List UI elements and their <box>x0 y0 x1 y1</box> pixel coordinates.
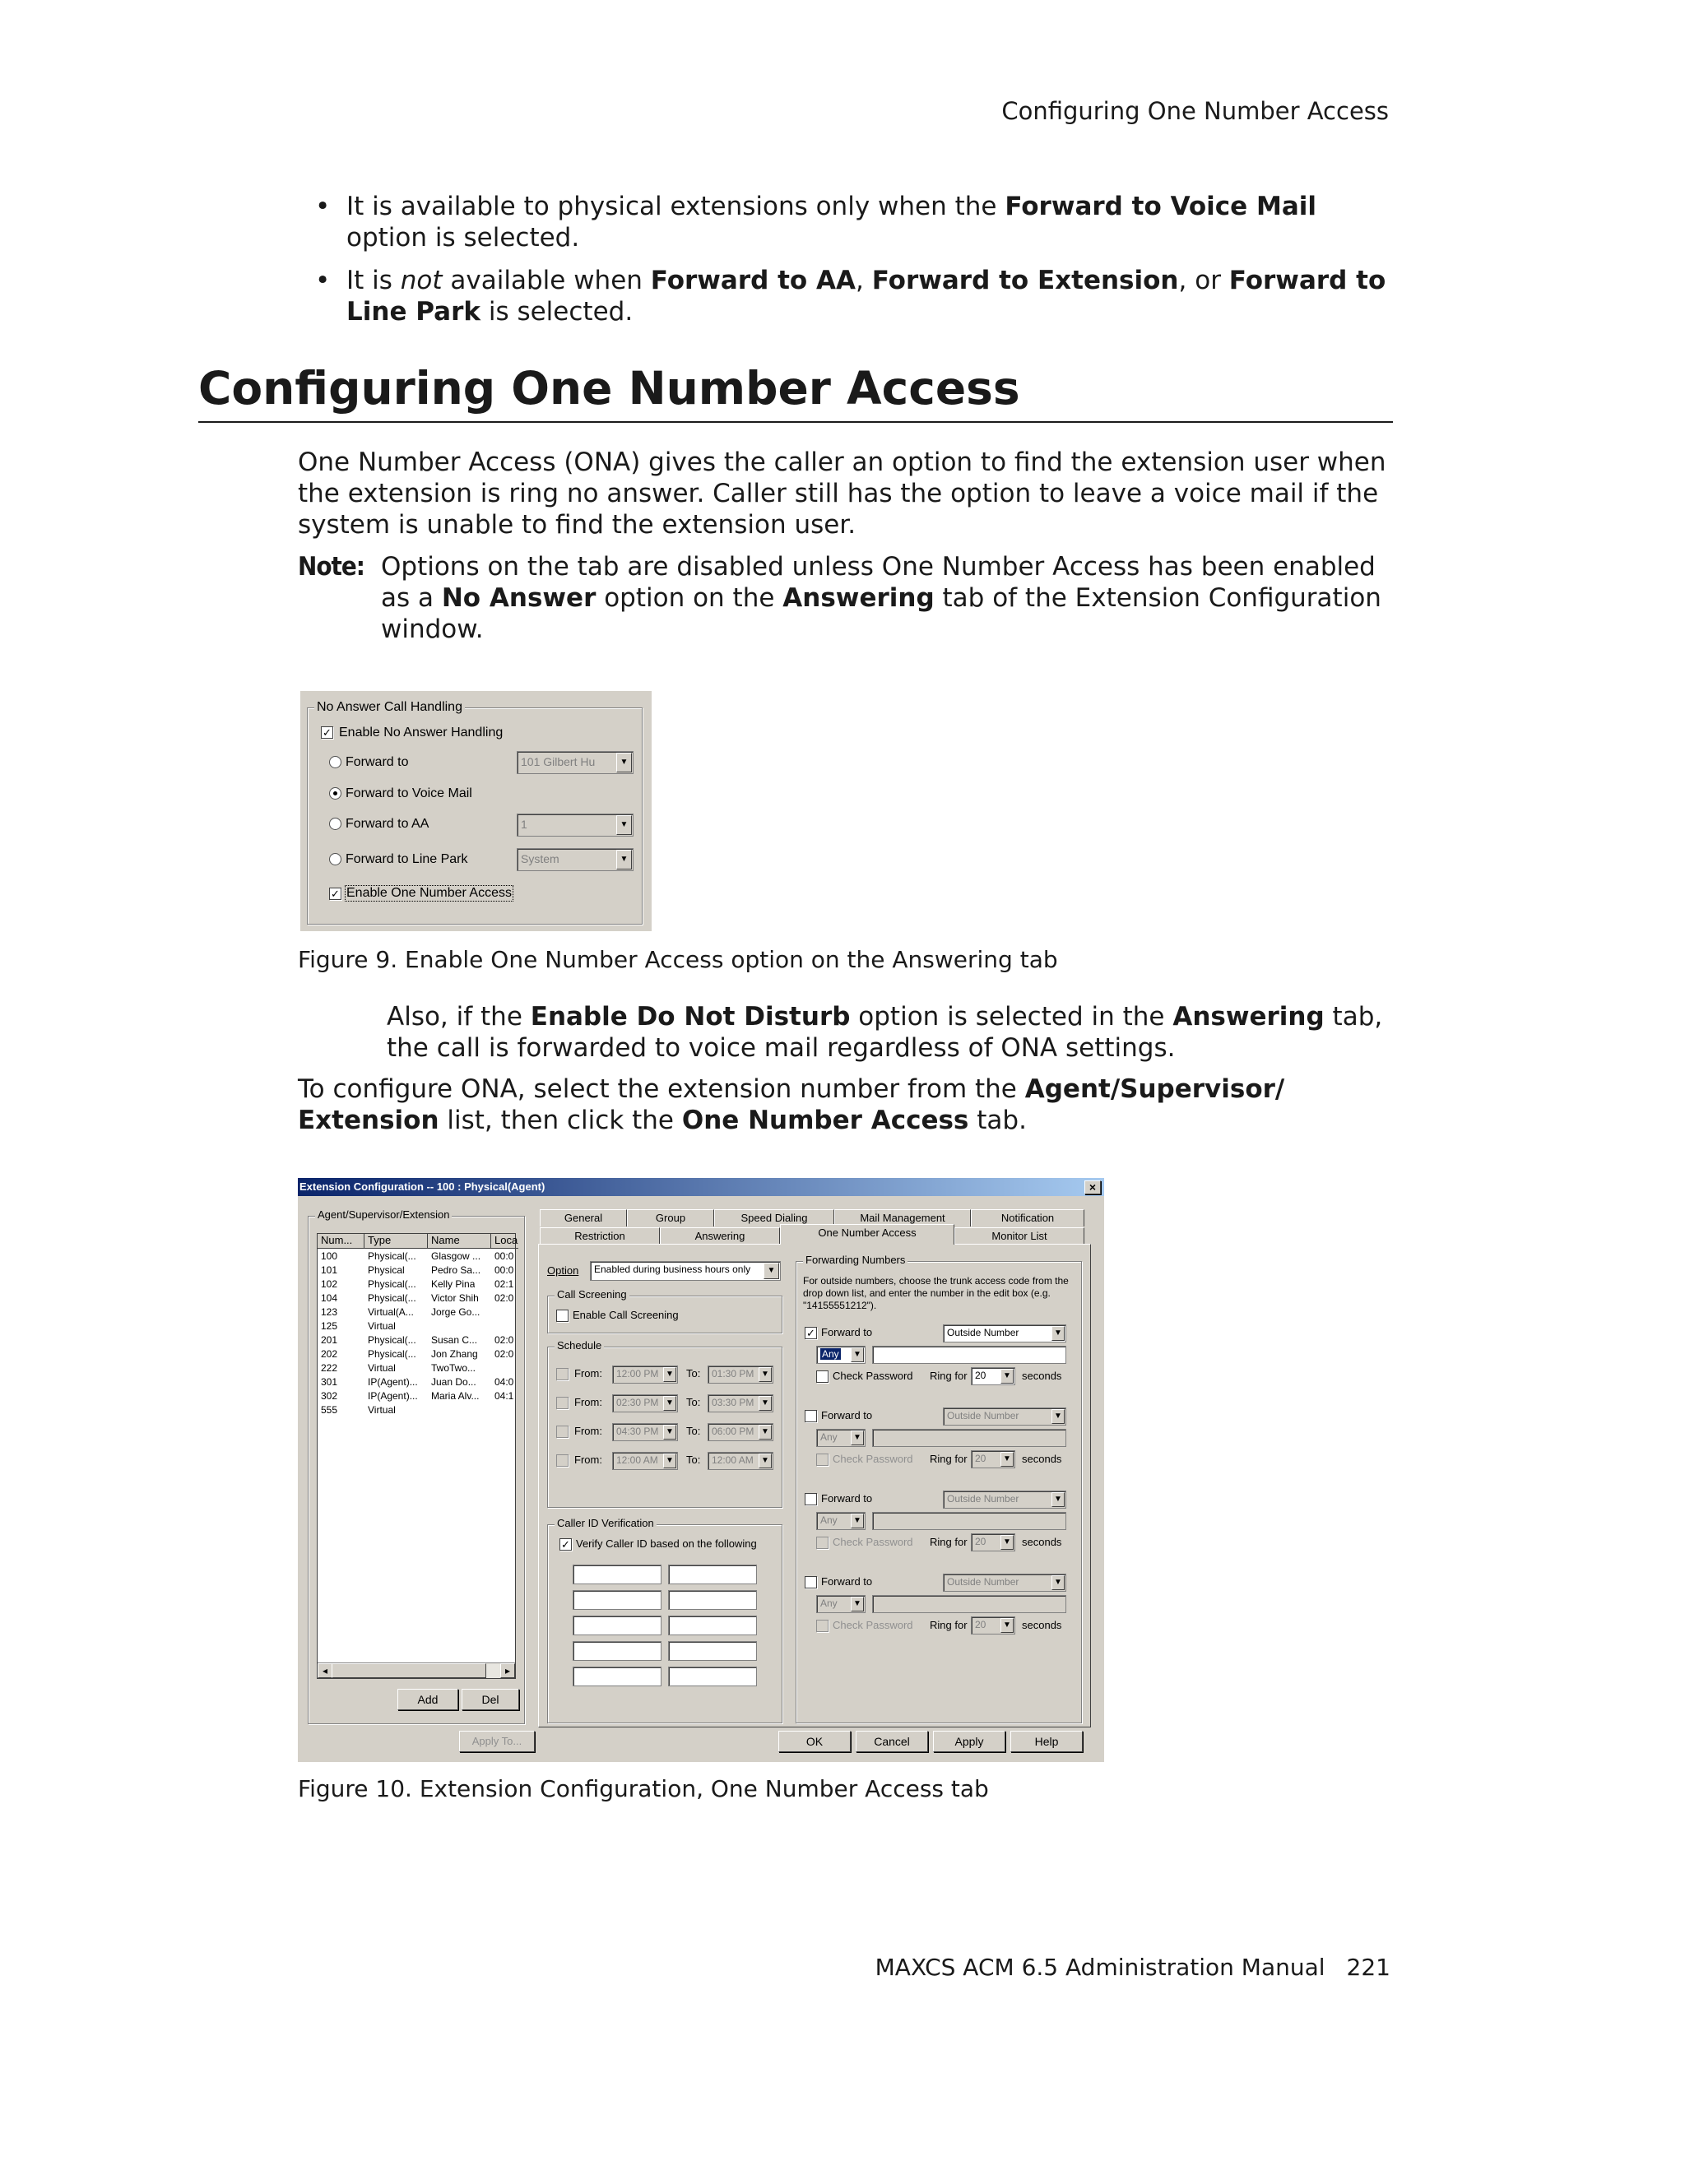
intro-paragraph: One Number Access (ONA) gives the caller an option to find the extension user when the extension is ring no answer. Caller still has the option to leave a voice mail if the system is unable to find the extension user. <box>298 447 1386 540</box>
check-password-checkbox[interactable] <box>816 1454 829 1466</box>
verify-caller-id-checkbox[interactable]: ✓ <box>559 1538 572 1551</box>
table-row[interactable] <box>318 1362 515 1376</box>
tab-speed-dialing[interactable]: Speed Dialing <box>714 1209 834 1226</box>
forwarding-description: For outside numbers, choose the trunk access code from the drop down list, and enter the number in the edit box (e.g. "14155551212"). <box>803 1275 1069 1311</box>
enable-call-screening-checkbox[interactable] <box>556 1310 569 1322</box>
group-title: Schedule <box>555 1339 604 1352</box>
table-cell: 222 <box>321 1362 338 1374</box>
check-password-checkbox[interactable] <box>816 1370 829 1383</box>
table-cell: Physical(... <box>368 1334 416 1346</box>
forward-aa-label: Forward to AA <box>346 817 429 831</box>
table-cell: 04:1 <box>494 1390 514 1402</box>
table-row[interactable] <box>318 1264 515 1278</box>
forward-to-label: Forward to <box>821 1326 873 1338</box>
section-rule <box>198 421 1393 423</box>
table-cell: 301 <box>321 1376 338 1388</box>
forward-line-park-radio[interactable] <box>329 853 341 865</box>
tab-group[interactable]: Group <box>627 1209 714 1226</box>
running-header: Configuring One Number Access <box>1001 97 1389 125</box>
cancel-button[interactable]: Cancel <box>856 1731 928 1752</box>
table-cell: Pedro Sa... <box>431 1264 481 1276</box>
tab-monitor-list[interactable]: Monitor List <box>954 1227 1084 1245</box>
outside-number-dropdown[interactable]: Outside Number ▼ <box>943 1574 1066 1592</box>
check-password-label: Check Password <box>833 1453 913 1465</box>
from-label: From: <box>574 1454 602 1466</box>
to-time-dropdown[interactable]: 12:00 AM ▼ <box>708 1452 773 1470</box>
tab-answering[interactable]: Answering <box>660 1227 780 1245</box>
check-password-checkbox[interactable] <box>816 1537 829 1549</box>
table-cell: Physical(... <box>368 1348 416 1360</box>
to-label: To: <box>686 1396 701 1408</box>
no-answer-group <box>307 700 643 925</box>
table-cell: 02:0 <box>494 1292 514 1304</box>
seconds-label: seconds <box>1022 1453 1062 1465</box>
extension-list[interactable] <box>317 1233 516 1679</box>
seconds-label: seconds <box>1022 1536 1062 1548</box>
table-cell: 104 <box>321 1292 338 1304</box>
option-dropdown[interactable]: Enabled during business hours only ▼ <box>590 1261 781 1281</box>
from-time-dropdown[interactable]: 04:30 PM ▼ <box>612 1423 678 1441</box>
schedule-checkbox[interactable] <box>556 1397 569 1409</box>
forward-to-label: Forward to <box>821 1409 873 1421</box>
help-button[interactable]: Help <box>1010 1731 1083 1752</box>
table-row[interactable] <box>318 1306 515 1320</box>
ring-for-dropdown[interactable]: 20 ▼ <box>971 1367 1015 1385</box>
footer-manual-title: MAXCS ACM 6.5 Administration Manual <box>875 1954 1325 1981</box>
schedule-checkbox[interactable] <box>556 1454 569 1467</box>
list-header <box>318 1234 518 1249</box>
forward-to-checkbox[interactable] <box>805 1493 817 1505</box>
caller-id-field[interactable] <box>668 1590 757 1610</box>
table-cell: 00:0 <box>494 1250 514 1262</box>
ok-button[interactable]: OK <box>778 1731 851 1752</box>
table-cell: Virtual <box>368 1320 396 1332</box>
page-number: 221 <box>1346 1954 1390 1981</box>
forward-to-label: Forward to <box>821 1492 873 1505</box>
table-cell: Juan Do... <box>431 1376 476 1388</box>
table-cell: 02:0 <box>494 1334 514 1346</box>
forward-line-park-label: Forward to Line Park <box>346 852 468 866</box>
schedule-group <box>547 1339 782 1508</box>
column-name[interactable]: Name <box>428 1234 491 1249</box>
table-cell: Physical(... <box>368 1292 416 1304</box>
caller-id-field[interactable] <box>573 1641 661 1661</box>
table-cell: IP(Agent)... <box>368 1390 418 1402</box>
from-label: From: <box>574 1425 602 1437</box>
table-cell: Jorge Go... <box>431 1306 480 1318</box>
caller-id-group <box>547 1517 782 1723</box>
to-time-dropdown[interactable]: 01:30 PM ▼ <box>708 1366 773 1384</box>
table-cell: Victor Shih <box>431 1292 479 1304</box>
title-bar <box>298 1178 1104 1196</box>
table-cell: Virtual <box>368 1404 396 1416</box>
column-type[interactable]: Type <box>364 1234 428 1249</box>
from-time-dropdown[interactable]: 02:30 PM ▼ <box>612 1394 678 1412</box>
bullet-dot: • <box>315 266 331 295</box>
forward-to-radio[interactable] <box>329 756 341 768</box>
from-time-dropdown[interactable]: 12:00 AM ▼ <box>612 1452 678 1470</box>
table-row[interactable] <box>318 1250 515 1264</box>
enable-call-screening-label: Enable Call Screening <box>573 1309 679 1321</box>
table-cell: Virtual <box>368 1362 396 1374</box>
caller-id-field[interactable] <box>668 1616 757 1635</box>
table-row[interactable] <box>318 1390 515 1404</box>
table-row[interactable] <box>318 1278 515 1292</box>
to-label: To: <box>686 1454 701 1466</box>
horizontal-scrollbar[interactable] <box>318 1662 515 1678</box>
enable-no-answer-checkbox[interactable]: ✓ <box>321 726 333 739</box>
forward-to-checkbox[interactable] <box>805 1410 817 1422</box>
outside-number-dropdown[interactable]: Outside Number ▼ <box>943 1407 1066 1426</box>
enable-no-answer-label: Enable No Answer Handling <box>339 726 504 740</box>
trunk-code-dropdown[interactable]: Any ▼ <box>816 1512 866 1530</box>
table-cell: Maria Alv... <box>431 1390 480 1402</box>
caller-id-field[interactable] <box>573 1667 661 1686</box>
check-password-label: Check Password <box>833 1370 913 1382</box>
figure-9-caption: Figure 9. Enable One Number Access option on the Answering tab <box>298 946 1058 973</box>
forward-voice-mail-radio[interactable] <box>329 787 341 800</box>
table-cell: 100 <box>321 1250 338 1262</box>
caller-id-field[interactable] <box>573 1565 661 1584</box>
table-cell: 102 <box>321 1278 338 1290</box>
forwarding-numbers-group <box>796 1254 1082 1723</box>
seconds-label: seconds <box>1022 1370 1062 1382</box>
verify-caller-id-label: Verify Caller ID based on the following <box>576 1537 757 1550</box>
column-number[interactable]: Num... <box>318 1234 364 1249</box>
table-cell: Physical(... <box>368 1278 416 1290</box>
table-cell: 302 <box>321 1390 338 1402</box>
ring-for-dropdown[interactable]: 20 ▼ <box>971 1450 1015 1468</box>
table-cell: Kelly Pina <box>431 1278 476 1290</box>
outside-number-dropdown[interactable]: Outside Number ▼ <box>943 1324 1066 1342</box>
del-button[interactable]: Del <box>462 1689 519 1710</box>
group-title: Caller ID Verification <box>555 1517 657 1529</box>
apply-to-button[interactable]: Apply To... <box>459 1731 535 1752</box>
trunk-code-dropdown[interactable]: Any ▼ <box>816 1429 866 1447</box>
table-cell: Jon Zhang <box>431 1348 478 1360</box>
outside-number-input[interactable] <box>872 1512 1066 1530</box>
caller-id-field[interactable] <box>573 1590 661 1610</box>
tab-panel <box>538 1244 1091 1727</box>
to-time-dropdown[interactable]: 06:00 PM ▼ <box>708 1423 773 1441</box>
table-cell: TwoTwo... <box>431 1362 476 1374</box>
figure-9-screenshot <box>300 691 652 931</box>
table-cell: 202 <box>321 1348 338 1360</box>
outside-number-input[interactable] <box>872 1346 1066 1364</box>
table-cell: Physical <box>368 1264 405 1276</box>
bullet-item-1: It is available to physical extensions only when the Forward to Voice Mail option is selected. <box>346 192 1317 253</box>
to-time-dropdown[interactable]: 03:30 PM ▼ <box>708 1394 773 1412</box>
ring-for-dropdown[interactable]: 20 ▼ <box>971 1533 1015 1551</box>
configure-paragraph: To configure ONA, select the extension number from the Agent/Supervisor/ Extension list, then click the One Number Access tab. <box>298 1074 1285 1135</box>
outside-number-dropdown[interactable]: Outside Number ▼ <box>943 1491 1066 1509</box>
check-password-label: Check Password <box>833 1619 913 1631</box>
caller-id-field[interactable] <box>668 1641 757 1661</box>
ring-for-dropdown[interactable]: 20 ▼ <box>971 1616 1015 1635</box>
forward-to-label: Forward to <box>346 755 409 769</box>
table-row[interactable] <box>318 1348 515 1362</box>
enable-ona-checkbox[interactable]: ✓ <box>329 888 341 900</box>
caller-id-field[interactable] <box>668 1565 757 1584</box>
tab-restriction[interactable]: Restriction <box>540 1227 660 1245</box>
window-title: Extension Configuration -- 100 : Physical(Agent) <box>299 1180 545 1193</box>
scroll-left-icon[interactable]: ◂ <box>318 1663 332 1678</box>
trunk-code-dropdown[interactable]: Any ▼ <box>816 1346 866 1364</box>
table-cell: Glasgow ... <box>431 1250 481 1262</box>
note-text: Options on the tab are disabled unless One Number Access has been enabled as a No Answer option on the Answering tab of the Extension Configuration window. <box>381 552 1381 644</box>
enable-ona-label: Enable One Number Access <box>346 886 512 900</box>
table-row[interactable] <box>318 1320 515 1334</box>
table-cell: 123 <box>321 1306 338 1318</box>
forward-to-label: Forward to <box>821 1575 873 1588</box>
call-screening-group <box>547 1288 782 1333</box>
schedule-checkbox[interactable] <box>556 1368 569 1380</box>
table-cell: IP(Agent)... <box>368 1376 418 1388</box>
also-paragraph: Also, if the Enable Do Not Disturb option is selected in the Answering tab, the call is forwarded to voice mail regardless of ONA settings. <box>387 1002 1383 1063</box>
check-password-label: Check Password <box>833 1536 913 1548</box>
seconds-label: seconds <box>1022 1619 1062 1631</box>
tab-general[interactable]: General <box>540 1209 627 1226</box>
close-icon[interactable]: × <box>1084 1180 1101 1194</box>
from-time-dropdown[interactable]: 12:00 PM ▼ <box>612 1366 678 1384</box>
group-title: Agent/Supervisor/Extension <box>315 1208 452 1221</box>
table-cell: 555 <box>321 1404 338 1416</box>
ring-for-label: Ring for <box>930 1453 968 1465</box>
table-cell: 02:1 <box>494 1278 514 1290</box>
caller-id-field[interactable] <box>668 1667 757 1686</box>
table-cell: 201 <box>321 1334 338 1346</box>
ring-for-label: Ring for <box>930 1370 968 1382</box>
from-label: From: <box>574 1396 602 1408</box>
forward-to-dropdown[interactable]: 101 Gilbert Hu ▼ <box>517 751 634 774</box>
page-footer <box>875 1954 1390 1981</box>
table-cell: Susan C... <box>431 1334 478 1346</box>
table-row[interactable] <box>318 1404 515 1418</box>
tab-one-number-access[interactable]: One Number Access <box>780 1224 954 1245</box>
forward-aa-dropdown[interactable]: 1 ▼ <box>517 814 634 837</box>
extension-list-group <box>308 1208 525 1724</box>
apply-button[interactable]: Apply <box>933 1731 1005 1752</box>
ring-for-label: Ring for <box>930 1536 968 1548</box>
section-title: Configuring One Number Access <box>198 362 1020 415</box>
table-cell: 101 <box>321 1264 338 1276</box>
scroll-right-icon[interactable]: ▸ <box>500 1663 515 1678</box>
table-row[interactable] <box>318 1292 515 1306</box>
forward-to-checkbox[interactable] <box>805 1576 817 1588</box>
tab-notification[interactable]: Notification <box>971 1209 1084 1226</box>
table-cell: 04:0 <box>494 1376 514 1388</box>
from-label: From: <box>574 1367 602 1379</box>
column-location[interactable]: Loca <box>491 1234 518 1249</box>
group-title: No Answer Call Handling <box>314 700 465 715</box>
scroll-thumb[interactable] <box>332 1663 486 1678</box>
forward-aa-radio[interactable] <box>329 818 341 830</box>
group-title: Call Screening <box>555 1288 629 1301</box>
add-button[interactable]: Add <box>397 1689 458 1710</box>
table-cell: 125 <box>321 1320 338 1332</box>
table-cell: 02:0 <box>494 1348 514 1360</box>
option-label: Option <box>547 1264 579 1277</box>
outside-number-input[interactable] <box>872 1429 1066 1447</box>
table-cell: Physical(... <box>368 1250 416 1262</box>
table-cell: 00:0 <box>494 1264 514 1276</box>
schedule-checkbox[interactable] <box>556 1426 569 1438</box>
caller-id-field[interactable] <box>573 1616 661 1635</box>
forward-to-checkbox[interactable]: ✓ <box>805 1327 817 1339</box>
figure-10-window <box>298 1178 1104 1762</box>
group-title: Forwarding Numbers <box>803 1254 907 1266</box>
bullet-dot: • <box>315 192 331 221</box>
table-row[interactable] <box>318 1376 515 1390</box>
check-password-checkbox[interactable] <box>816 1620 829 1632</box>
trunk-code-dropdown[interactable]: Any ▼ <box>816 1595 866 1613</box>
ring-for-label: Ring for <box>930 1619 968 1631</box>
forward-voice-mail-label: Forward to Voice Mail <box>346 786 472 800</box>
forward-line-park-dropdown[interactable]: System ▼ <box>517 848 634 871</box>
to-label: To: <box>686 1425 701 1437</box>
note-label: Note: <box>298 552 364 582</box>
table-cell: Virtual(A... <box>368 1306 414 1318</box>
figure-10-caption: Figure 10. Extension Configuration, One Number Access tab <box>298 1775 989 1802</box>
table-row[interactable] <box>318 1334 515 1348</box>
tab-mail-management[interactable]: Mail Management <box>834 1209 971 1226</box>
outside-number-input[interactable] <box>872 1595 1066 1613</box>
bullet-item-2: It is not available when Forward to AA, Forward to Extension, or Forward to Line Park is selected. <box>346 266 1386 327</box>
to-label: To: <box>686 1367 701 1379</box>
